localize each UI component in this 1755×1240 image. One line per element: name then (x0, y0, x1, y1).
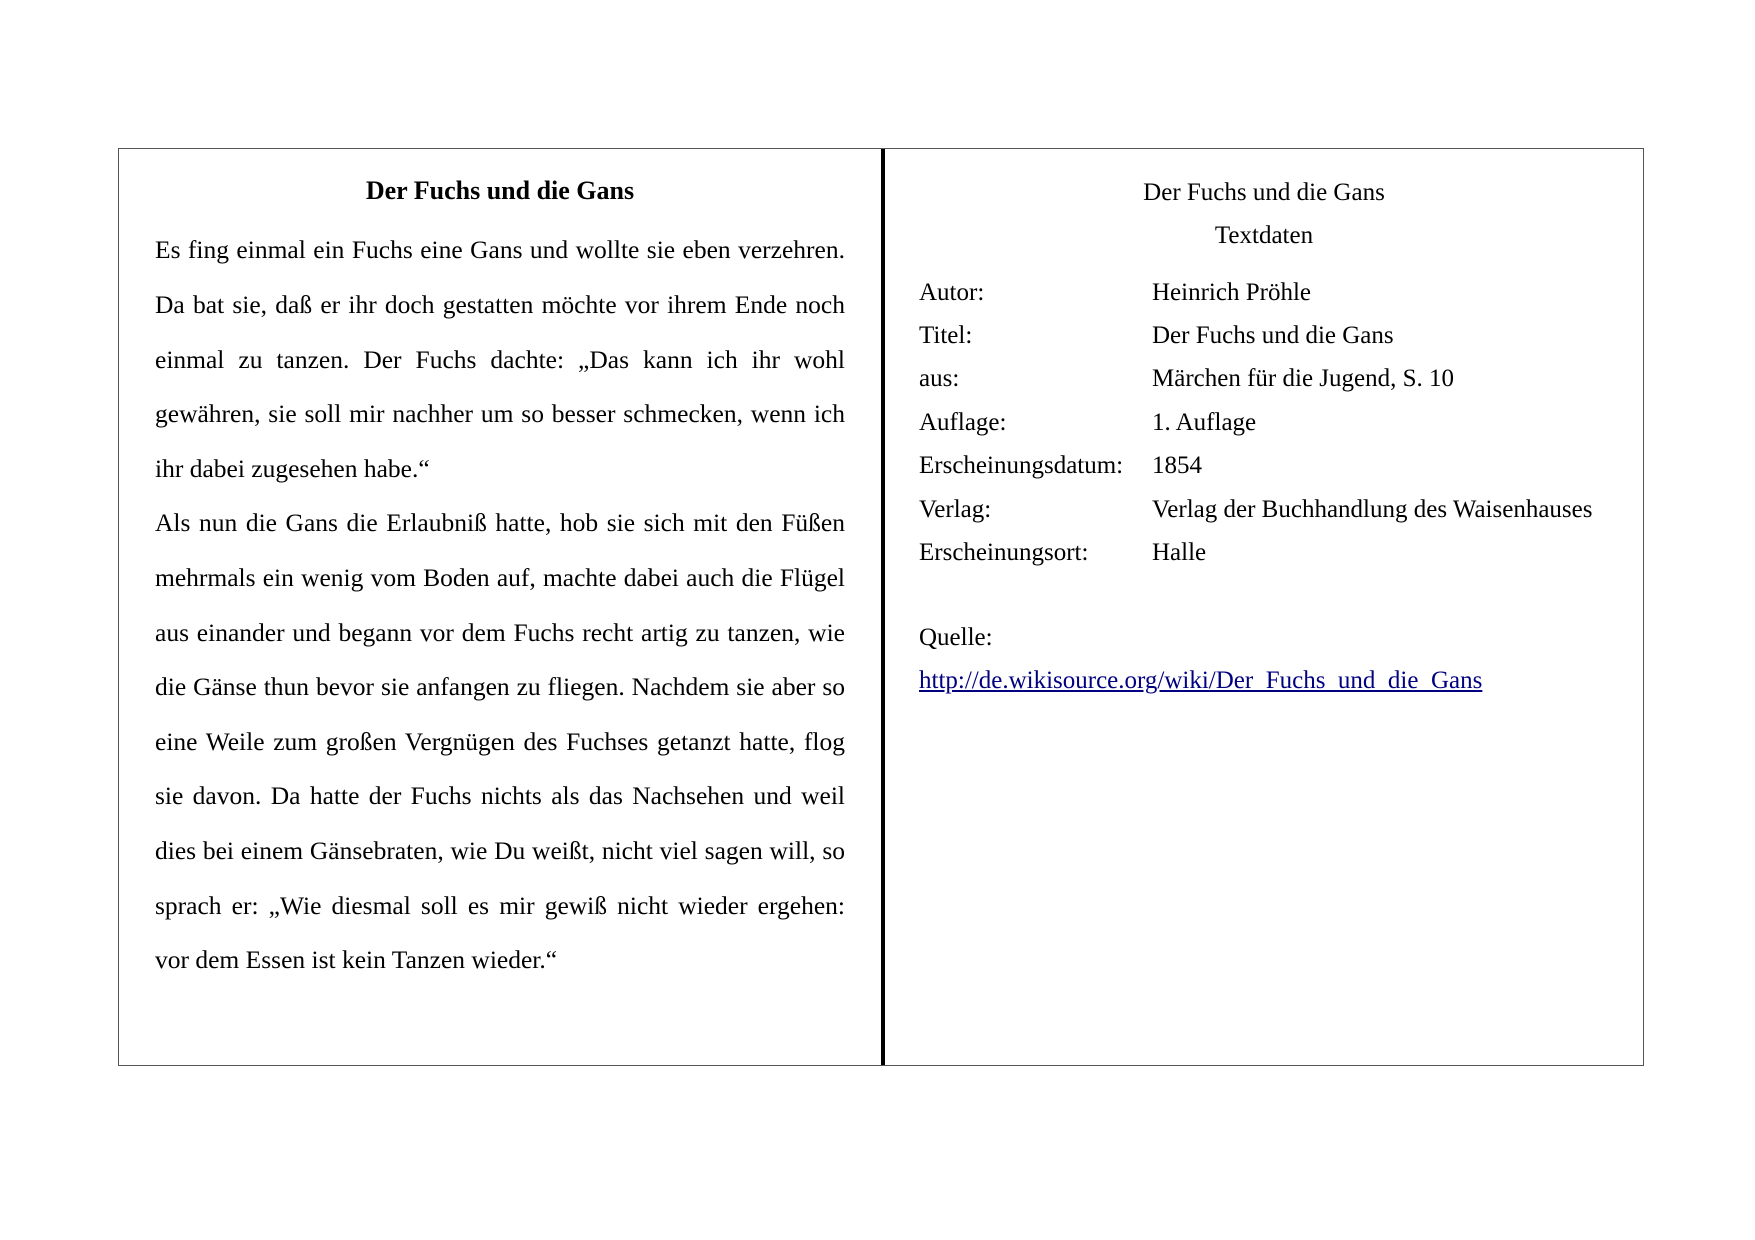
metadata-title: Der Fuchs und die Gans (1143, 179, 1385, 206)
metadata-row (919, 488, 1592, 531)
metadata-key: Erscheinungsdatum: (919, 452, 1124, 480)
metadata-subtitle: Textdaten (1214, 222, 1314, 249)
metadata-value: Heinrich Pröhle (1152, 278, 1311, 306)
story-column (155, 173, 845, 988)
metadata-row (919, 271, 1592, 314)
metadata-row (919, 401, 1592, 444)
story-title: Der Fuchs und die Gans (365, 176, 635, 205)
metadata-value: 1854 (1152, 452, 1202, 480)
metadata-key: Titel: (919, 322, 973, 350)
story-text (155, 223, 845, 987)
metadata-row (919, 358, 1592, 401)
source-link[interactable]: http://de.wikisource.org/wiki/Der_Fuchs_und_die_Gans (919, 666, 1483, 694)
metadata-value: Der Fuchs und die Gans (1152, 322, 1394, 350)
story-paragraph: Es fing einmal ein Fuchs eine Gans und wollte sie eben verzehren. Da bat sie, daß er ihr doch gestatten möchte vor ihrem Ende noch einmal zu tanzen. Der Fuchs dachte: „Das kann ich ihr wohl gewähren, sie soll mir nachher um so besser schmecken, wenn ich ihr dabei zugesehen habe.“ (155, 235, 845, 483)
metadata-column (919, 171, 1609, 702)
metadata-row (919, 314, 1592, 357)
metadata-key: Erscheinungsort: (919, 539, 1089, 567)
metadata-row (919, 445, 1592, 488)
metadata-header (919, 171, 1609, 257)
metadata-value: 1. Auflage (1152, 408, 1257, 436)
column-divider (881, 149, 885, 1065)
metadata-value: Märchen für die Jugend, S. 10 (1152, 365, 1455, 393)
metadata-value: Halle (1152, 539, 1207, 567)
story-paragraph: Als nun die Gans die Erlaubniß hatte, hob sie sich mit den Füßen mehrmals ein wenig vom Boden auf, machte dabei auch die Flügel aus einander und begann vor dem Fuchs recht artig zu tanzen, wie die Gänse thun bevor sie anfangen zu fliegen. Nachdem sie aber so eine Weile zum großen Vergnügen des Fuchses getanzt hatte, flog sie davon. Da hatte der Fuchs nichts als das Nachsehen und weil dies bei einem Gänsebraten, wie Du weißt, nicht viel sagen will, so sprach er: „Wie diesmal soll es mir gewiß nicht wieder ergehen: vor dem Essen ist kein Tanzen wieder.“ (155, 508, 845, 975)
metadata-key: Autor: (919, 278, 985, 306)
metadata-table (919, 271, 1592, 575)
document-frame (118, 148, 1644, 1066)
metadata-value: Verlag der Buchhandlung des Waisenhauses (1152, 495, 1593, 523)
metadata-key: Auflage: (919, 408, 1007, 436)
source-label: Quelle: (919, 623, 993, 651)
source-block (919, 616, 1609, 702)
metadata-key: aus: (919, 365, 960, 393)
metadata-key: Verlag: (919, 495, 992, 523)
metadata-row (919, 531, 1592, 574)
